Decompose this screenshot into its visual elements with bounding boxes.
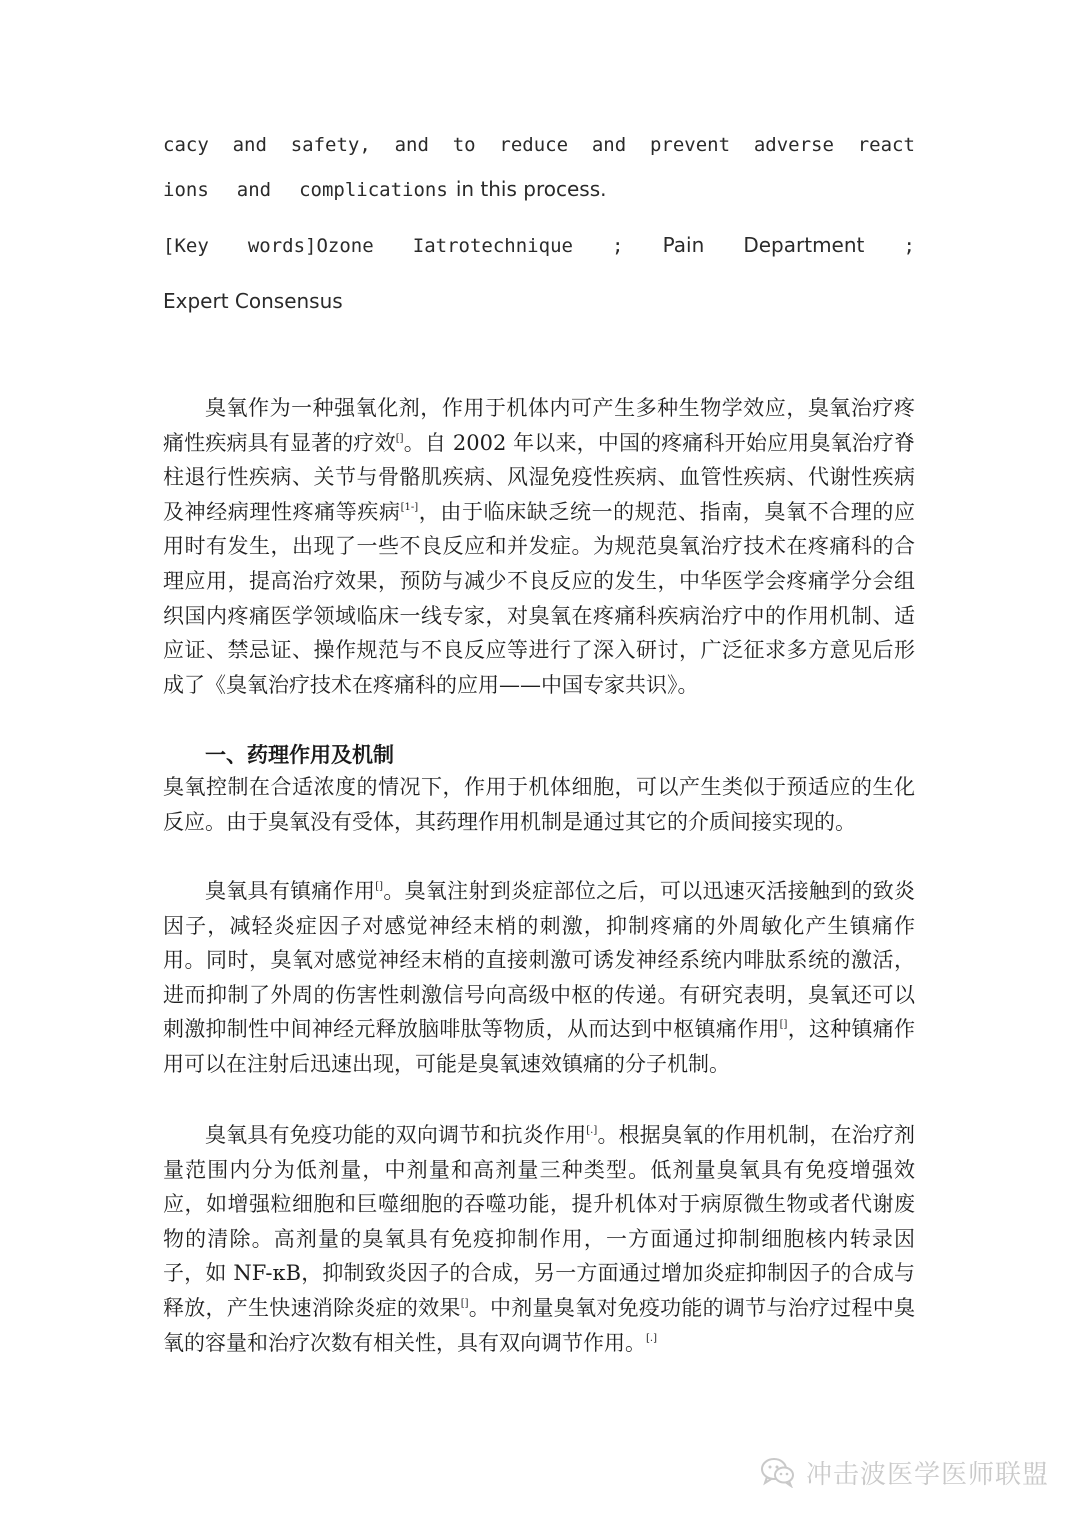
citation: [1-] [400, 501, 419, 513]
citation: [.] [586, 1125, 598, 1136]
abstract-word: and [236, 179, 272, 201]
abstract-word: react [857, 134, 915, 156]
paragraph-text: 。根据臭氧的作用机制，在治疗剂量范围内分为低剂量，中剂量和高剂量三种类型。低剂量臭氧具有免疫增强效应，如增强粒细胞和巨噬细胞的吞噬功能，提升机体对于病原微生物或者代谢废物的清除。高剂量的臭氧具有免疫抑制作用，一方面通过抑制细胞核内转录因子，如 NF-κB，抑制致炎因子的合成，另一方面通过增加炎症抑制因子的合成与释放，产生快速消除炎症的效果 [163, 1123, 915, 1320]
citation: [] [779, 1019, 788, 1031]
abstract-word: and [394, 134, 429, 156]
keyword: Pain [662, 233, 705, 257]
abstract-word: reduce [499, 134, 569, 156]
abstract-line-2 [163, 177, 915, 201]
keyword: Iatrotechnique [412, 235, 573, 257]
intro-text: 臭氧作为一种强氧化剂，作用于机体内可产生多种生物学效应，臭氧治疗疼痛性疾病具有显著的疗效 [163, 396, 915, 455]
abstract-word: and [232, 134, 267, 156]
abstract-word: cacy [163, 134, 209, 156]
intro-text: 。自 2002 年以来，中国的疼痛科开始应用臭氧治疗脊柱退行性疾病、关节与骨骼肌疾病、风湿免疫性疾病、血管性疾病、代谢性疾病及神经病理性疼痛等疾病 [163, 430, 916, 524]
abstract-word: prevent [649, 134, 731, 156]
section-paragraph-3 [163, 1118, 915, 1360]
citation: [] [395, 432, 404, 444]
paragraph-text: 。中剂量臭氧对免疫功能的调节与治疗过程中臭氧的容量和治疗次数有相关性，具有双向调节作用。 [163, 1295, 916, 1355]
wechat-icon [760, 1456, 796, 1488]
abstract-word: adverse [753, 134, 834, 156]
watermark [760, 1452, 1049, 1492]
abstract-word: and [591, 134, 627, 156]
paragraph-text: 臭氧具有免疫功能的双向调节和抗炎作用 [205, 1123, 587, 1147]
keyword-separator: ; [903, 235, 915, 257]
keywords-label: [Key [163, 235, 209, 257]
intro-paragraph [163, 391, 915, 702]
abstract-word: complications [299, 179, 448, 201]
keyword: Department [743, 233, 865, 257]
abstract-line-1 [163, 134, 915, 156]
paragraph-text: 。臭氧注射到炎症部位之后，可以迅速灭活接触到的致炎因子，减轻炎症因子对感觉神经末梢的刺激，抑制疼痛的外周敏化产生镇痛作用。同时，臭氧对感觉神经末梢的直接刺激可诱发神经系统内啡肽系统的激活，进而抑制了外周的伤害性刺激信号向高级中枢的传递。有研究表明，臭氧还可以刺激抑制性中间神经元释放脑啡肽等物质，从而达到中枢镇痛作用 [163, 879, 916, 1042]
section-paragraph-1: 臭氧控制在合适浓度的情况下，作用于机体细胞，可以产生类似于预适应的生化反应。由于臭氧没有受体，其药理作用机制是通过其它的介质间接实现的。 [163, 775, 915, 834]
intro-text: ，由于临床缺乏统一的规范、指南，臭氧不合理的应用时有发生，出现了一些不良反应和并发症。为规范臭氧治疗技术在疼痛科的合理应用，提高治疗效果，预防与减少不良反应的发生，中华医学会疼痛学分会组织国内疼痛医学领域临床一线专家，对臭氧在疼痛科疾病治疗中的作用机制、适应证、禁忌证、操作规范与不良反应等进行了深入研讨，广泛征求多方意见后形成了《臭氧治疗技术在疼痛科的应用——中国专家共识》。 [163, 499, 916, 697]
keywords-line-2: Expert Consensus [163, 289, 343, 313]
abstract-word: safety, [290, 134, 371, 156]
keywords-label-2: words]Ozone [247, 235, 374, 257]
section-paragraph-2 [163, 874, 915, 1082]
abstract-word: to [452, 134, 476, 156]
keyword-separator: ; [612, 235, 624, 257]
abstract-tail: in this process. [455, 177, 607, 201]
paragraph-text: ，这种镇痛作用可以在注射后迅速出现，可能是臭氧速效镇痛的分子机制。 [163, 1017, 916, 1076]
abstract-word: ions [163, 179, 209, 201]
citation: [.] [646, 1332, 657, 1344]
watermark-text: 冲击波医学医师联盟 [806, 1459, 1050, 1490]
citation: [] [375, 881, 384, 892]
paragraph-text: 臭氧具有镇痛作用 [205, 879, 376, 903]
section-heading: 一、药理作用及机制 [205, 743, 394, 767]
keywords-line [163, 233, 915, 257]
citation: [] [460, 1297, 469, 1309]
